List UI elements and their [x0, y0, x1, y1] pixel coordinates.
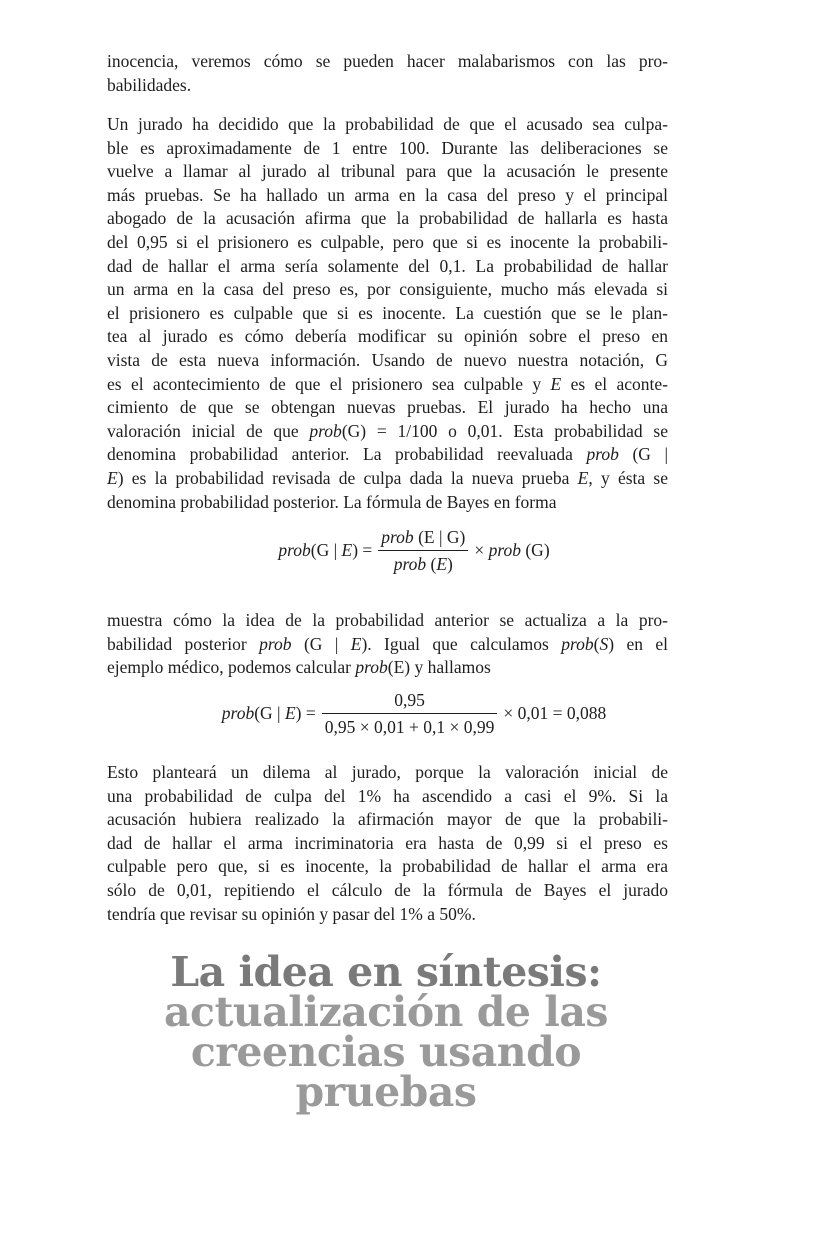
text-line: [107, 302, 668, 326]
text-segment: Esto planteará un dilema al jurado, porque la valoración inicial de: [107, 762, 668, 782]
text-line: [107, 808, 668, 832]
heading-line: creencias usando: [190, 1028, 582, 1076]
text-segment: babilidad posterior: [107, 633, 260, 654]
formula-lhs: [278, 540, 372, 561]
text-line: [107, 231, 668, 255]
formula-text: (: [426, 554, 437, 574]
text-segment: dad de hallar el arma incriminatoria era hasta de 0,99 si el preso es: [107, 832, 668, 853]
text-segment: tea al jurado es cómo debería modificar su opinión sobre el preso en: [107, 326, 668, 347]
text-line: [107, 761, 668, 785]
text-segment: , y ésta se: [588, 467, 668, 488]
text-segment: un arma en la casa del preso es, por consiguiente, mucho más elevada si: [107, 279, 668, 300]
text-segment: Un jurado ha decidido que la probabilidad de que el acusado sea culpa-: [107, 114, 668, 134]
text-segment: prob: [586, 444, 619, 465]
text-segment: S: [599, 633, 609, 654]
text-segment: inocencia, veremos cómo se pueden hacer malabarismos con las pro-: [107, 51, 668, 71]
text-line: [107, 785, 668, 809]
bayes-calculation: [0, 689, 828, 738]
text-segment: denomina probabilidad posterior. La fórmula de Bayes en forma: [107, 491, 557, 512]
text-line: [107, 137, 668, 161]
fraction-denominator: [391, 551, 456, 575]
text-segment: (E) y hallamos: [387, 657, 491, 678]
formula-text: prob: [393, 554, 427, 574]
formula-rhs: [474, 540, 549, 561]
paragraph-posterior: [107, 609, 668, 680]
text-segment: (G |: [291, 633, 351, 654]
formula-text: prob: [221, 703, 255, 723]
formula-text: ) =: [295, 703, 316, 723]
formula-text: E: [436, 554, 448, 574]
text-segment: ejemplo médico, podemos calcular: [107, 657, 356, 678]
formula-text: (E | G): [413, 527, 466, 547]
formula-text: ): [447, 554, 453, 574]
text-line: [107, 609, 668, 633]
text-line: [107, 373, 668, 397]
fraction-denominator: 0,95 × 0,01 + 0,1 × 0,99: [324, 717, 495, 737]
text-segment: es el aconte-: [561, 373, 668, 394]
text-line: [107, 467, 668, 491]
text-line: [107, 74, 668, 98]
text-segment: ). Igual que calculamos: [361, 633, 562, 654]
paragraph-intro-end: [107, 50, 668, 97]
text-segment: denomina probabilidad anterior. La probabilidad reevaluada: [107, 444, 587, 465]
text-segment: prob: [355, 657, 388, 678]
text-line: [107, 832, 668, 856]
heading-line: actualización de las: [163, 988, 609, 1036]
text-segment: muestra cómo la idea de la probabilidad anterior se actualiza a la pro-: [107, 610, 668, 630]
formula-text: ×: [474, 540, 485, 560]
text-line: [107, 443, 668, 467]
text-line: [107, 113, 668, 137]
text-segment: prob: [561, 633, 594, 654]
formula-text: E: [284, 703, 296, 723]
text-segment: ble es aproximadamente de 1 entre 100. Durante las deliberaciones se: [107, 137, 668, 158]
paragraph-jury-example: [107, 113, 668, 514]
text-segment: prob: [309, 420, 342, 441]
text-segment: (: [593, 633, 600, 654]
text-line: [107, 656, 668, 680]
bayes-formula: [0, 526, 828, 575]
text-line: [107, 903, 668, 927]
text-line: [107, 420, 668, 444]
formula-text: ) =: [352, 540, 373, 560]
text-segment: ) en el: [608, 633, 668, 654]
text-line: [107, 255, 668, 279]
text-line: [107, 633, 668, 657]
text-line: [107, 396, 668, 420]
text-segment: del 0,95 si el prisionero es culpable, pero que si es inocente la probabili-: [107, 231, 668, 252]
text-segment: E: [350, 633, 362, 654]
fraction-numerator: 0,95: [322, 689, 498, 714]
text-segment: E: [577, 467, 589, 488]
formula-fraction: [378, 526, 468, 575]
heading-line: pruebas: [295, 1068, 477, 1116]
text-segment: es el acontecimiento de que el prisionero sea culpable y: [107, 373, 551, 394]
fraction-numerator: [378, 526, 468, 551]
formula-lhs: [222, 703, 316, 724]
text-segment: sólo de 0,01, repitiendo el cálculo de la fórmula de Bayes el jurado: [107, 879, 668, 900]
text-line: [107, 184, 668, 208]
text-segment: abogado de la acusación afirma que la probabilidad de hallarla es hasta: [107, 208, 668, 229]
formula-rhs: × 0,01 = 0,088: [503, 703, 607, 723]
text-segment: más pruebas. Se ha hallado un arma en la casa del preso y el principal: [107, 184, 668, 205]
text-line: [107, 207, 668, 231]
text-segment: el prisionero es culpable que si es inocente. La cuestión que se le plan-: [107, 302, 668, 323]
formula-text: prob: [488, 540, 521, 560]
text-segment: vista de esta nueva información. Usando de nuevo nuestra notación, G: [107, 349, 668, 370]
text-segment: valoración inicial de que: [107, 420, 310, 441]
formula-text: (G |: [310, 540, 342, 560]
text-segment: (G |: [618, 444, 668, 465]
text-segment: prob: [259, 633, 292, 654]
formula-text: prob: [278, 540, 311, 560]
text-line: [107, 879, 668, 903]
text-segment: ) es la probabilidad revisada de culpa dada la nueva prueba: [117, 467, 578, 488]
formula-text: E: [341, 540, 353, 560]
text-segment: cimiento de que se obtengan nuevas pruebas. El jurado ha hecho una: [107, 397, 668, 418]
text-line: [107, 160, 668, 184]
heading-line: La idea en síntesis:: [170, 948, 602, 996]
formula-fraction: [322, 689, 498, 738]
text-line: [107, 855, 668, 879]
text-line: [107, 278, 668, 302]
text-segment: dad de hallar el arma sería solamente del 0,1. La probabilidad de hallar: [107, 255, 668, 276]
summary-heading: [0, 948, 772, 1116]
text-line: [107, 491, 668, 515]
formula-text: (G |: [254, 703, 285, 723]
formula-text: (G): [520, 540, 550, 560]
text-segment: tendría que revisar su opinión y pasar del 1% a 50%.: [107, 903, 476, 924]
text-segment: E: [107, 467, 118, 488]
text-segment: acusación hubiera realizado la afirmación mayor de que la probabili-: [107, 809, 668, 830]
text-line: [107, 325, 668, 349]
text-segment: E: [550, 373, 562, 394]
text-segment: babilidades.: [107, 74, 192, 95]
text-segment: (G) = 1/100 o 0,01. Esta probabilidad se: [341, 420, 669, 441]
formula-text: prob: [381, 527, 414, 547]
text-segment: culpable pero que, si es inocente, la probabilidad de hallar el arma era: [107, 856, 668, 877]
text-line: [107, 50, 668, 74]
text-line: [107, 349, 668, 373]
paragraph-dilemma: [107, 761, 668, 926]
text-segment: vuelve a llamar al jurado al tribunal para que la acusación le presente: [107, 161, 668, 182]
text-segment: una probabilidad de culpa del 1% ha ascendido a casi el 9%. Si la: [107, 785, 668, 806]
